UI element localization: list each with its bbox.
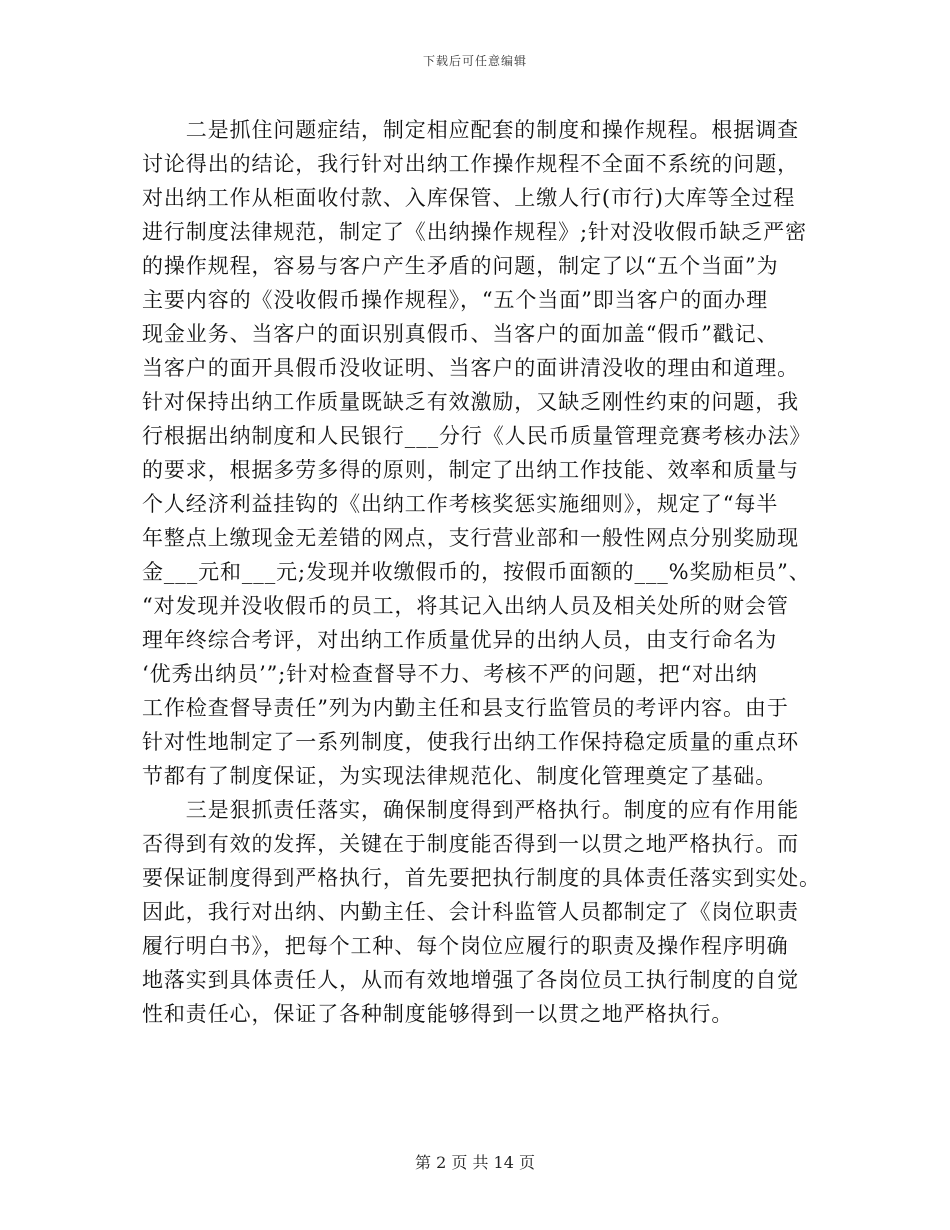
text-line: 因此，我行对出纳、内勤主任、会计科监管人员都制定了《岗位职责 <box>142 900 799 924</box>
text-line: 要保证制度得到严格执行，首先要把执行制度的具体责任落实到实处。 <box>142 866 821 890</box>
text-line: 行根据出纳制度和人民银行___分行《人民币质量管理竞赛考核办法》 <box>142 424 812 448</box>
text-line: 履行明白书》，把每个工种、每个岗位应履行的职责及操作程序明确 <box>142 934 789 958</box>
text-line: 主要内容的《没收假币操作规程》，“五个当面”即当客户的面办理 <box>142 288 768 312</box>
text-line: “对发现并没收假币的员工，将其记入出纳人员及相关处所的财会管 <box>142 594 789 618</box>
text-line: 讨论得出的结论，我行针对出纳工作操作规程不全面不系统的问题， <box>142 152 799 176</box>
text-line: 性和责任心，保证了各种制度能够得到一以贯之地严格执行。 <box>142 1002 734 1026</box>
text-line: 工作检查督导责任”列为内勤主任和县支行监管员的考评内容。由于 <box>142 696 789 720</box>
text-line: 金___元和___元;发现并收缴假币的，按假币面额的___%奖励柜员”、 <box>142 560 811 584</box>
text-line: 针对性地制定了一系列制度，使我行出纳工作保持稳定质量的重点环 <box>142 730 799 754</box>
page-number: 第 2 页 共 14 页 <box>415 1153 535 1172</box>
text-line: 否得到有效的发挥，关键在于制度能否得到一以贯之地严格执行。而 <box>142 832 799 856</box>
text-line: 对出纳工作从柜面收付款、入库保管、上缴人行(市行)大库等全过程 <box>142 186 796 210</box>
text-line: 的操作规程，容易与客户产生矛盾的问题，制定了以“五个当面”为 <box>142 254 779 278</box>
text-line: 的要求，根据多劳多得的原则，制定了出纳工作技能、效率和质量与 <box>142 458 799 482</box>
text-line: 理年终综合考评，对出纳工作质量优异的出纳人员，由支行命名为 <box>142 628 778 652</box>
text-line: ‘优秀出纳员’”;针对检查督导不力、考核不严的问题，把“对出纳 <box>142 662 758 686</box>
text-line: 进行制度法律规范，制定了《出纳操作规程》;针对没收假币缺乏严密 <box>142 220 807 244</box>
text-line: 年整点上缴现金无差错的网点，支行营业部和一般性网点分别奖励现 <box>142 526 799 550</box>
text-line: 现金业务、当客户的面识别真假币、当客户的面加盖“假币”戳记、 <box>142 322 779 346</box>
page-header-note: 下载后可任意编辑 <box>422 54 527 68</box>
text-line: 当客户的面开具假币没收证明、当客户的面讲清没收的理由和道理。 <box>142 356 799 380</box>
text-line: 节都有了制度保证，为实现法律规范化、制度化管理奠定了基础。 <box>142 764 778 788</box>
document-body <box>142 113 821 1031</box>
text-line: 地落实到具体责任人，从而有效地增强了各岗位员工执行制度的自觉 <box>142 968 799 992</box>
text-line: 针对保持出纳工作质量既缺乏有效激励，又缺乏刚性约束的问题，我 <box>142 390 799 414</box>
text-line: 二是抓住问题症结，制定相应配套的制度和操作规程。根据调查 <box>142 118 799 142</box>
text-line: 个人经济利益挂钩的《出纳工作考核奖惩实施细则》，规定了“每半 <box>142 492 779 516</box>
text-line: 三是狠抓责任落实，确保制度得到严格执行。制度的应有作用能 <box>142 798 799 822</box>
